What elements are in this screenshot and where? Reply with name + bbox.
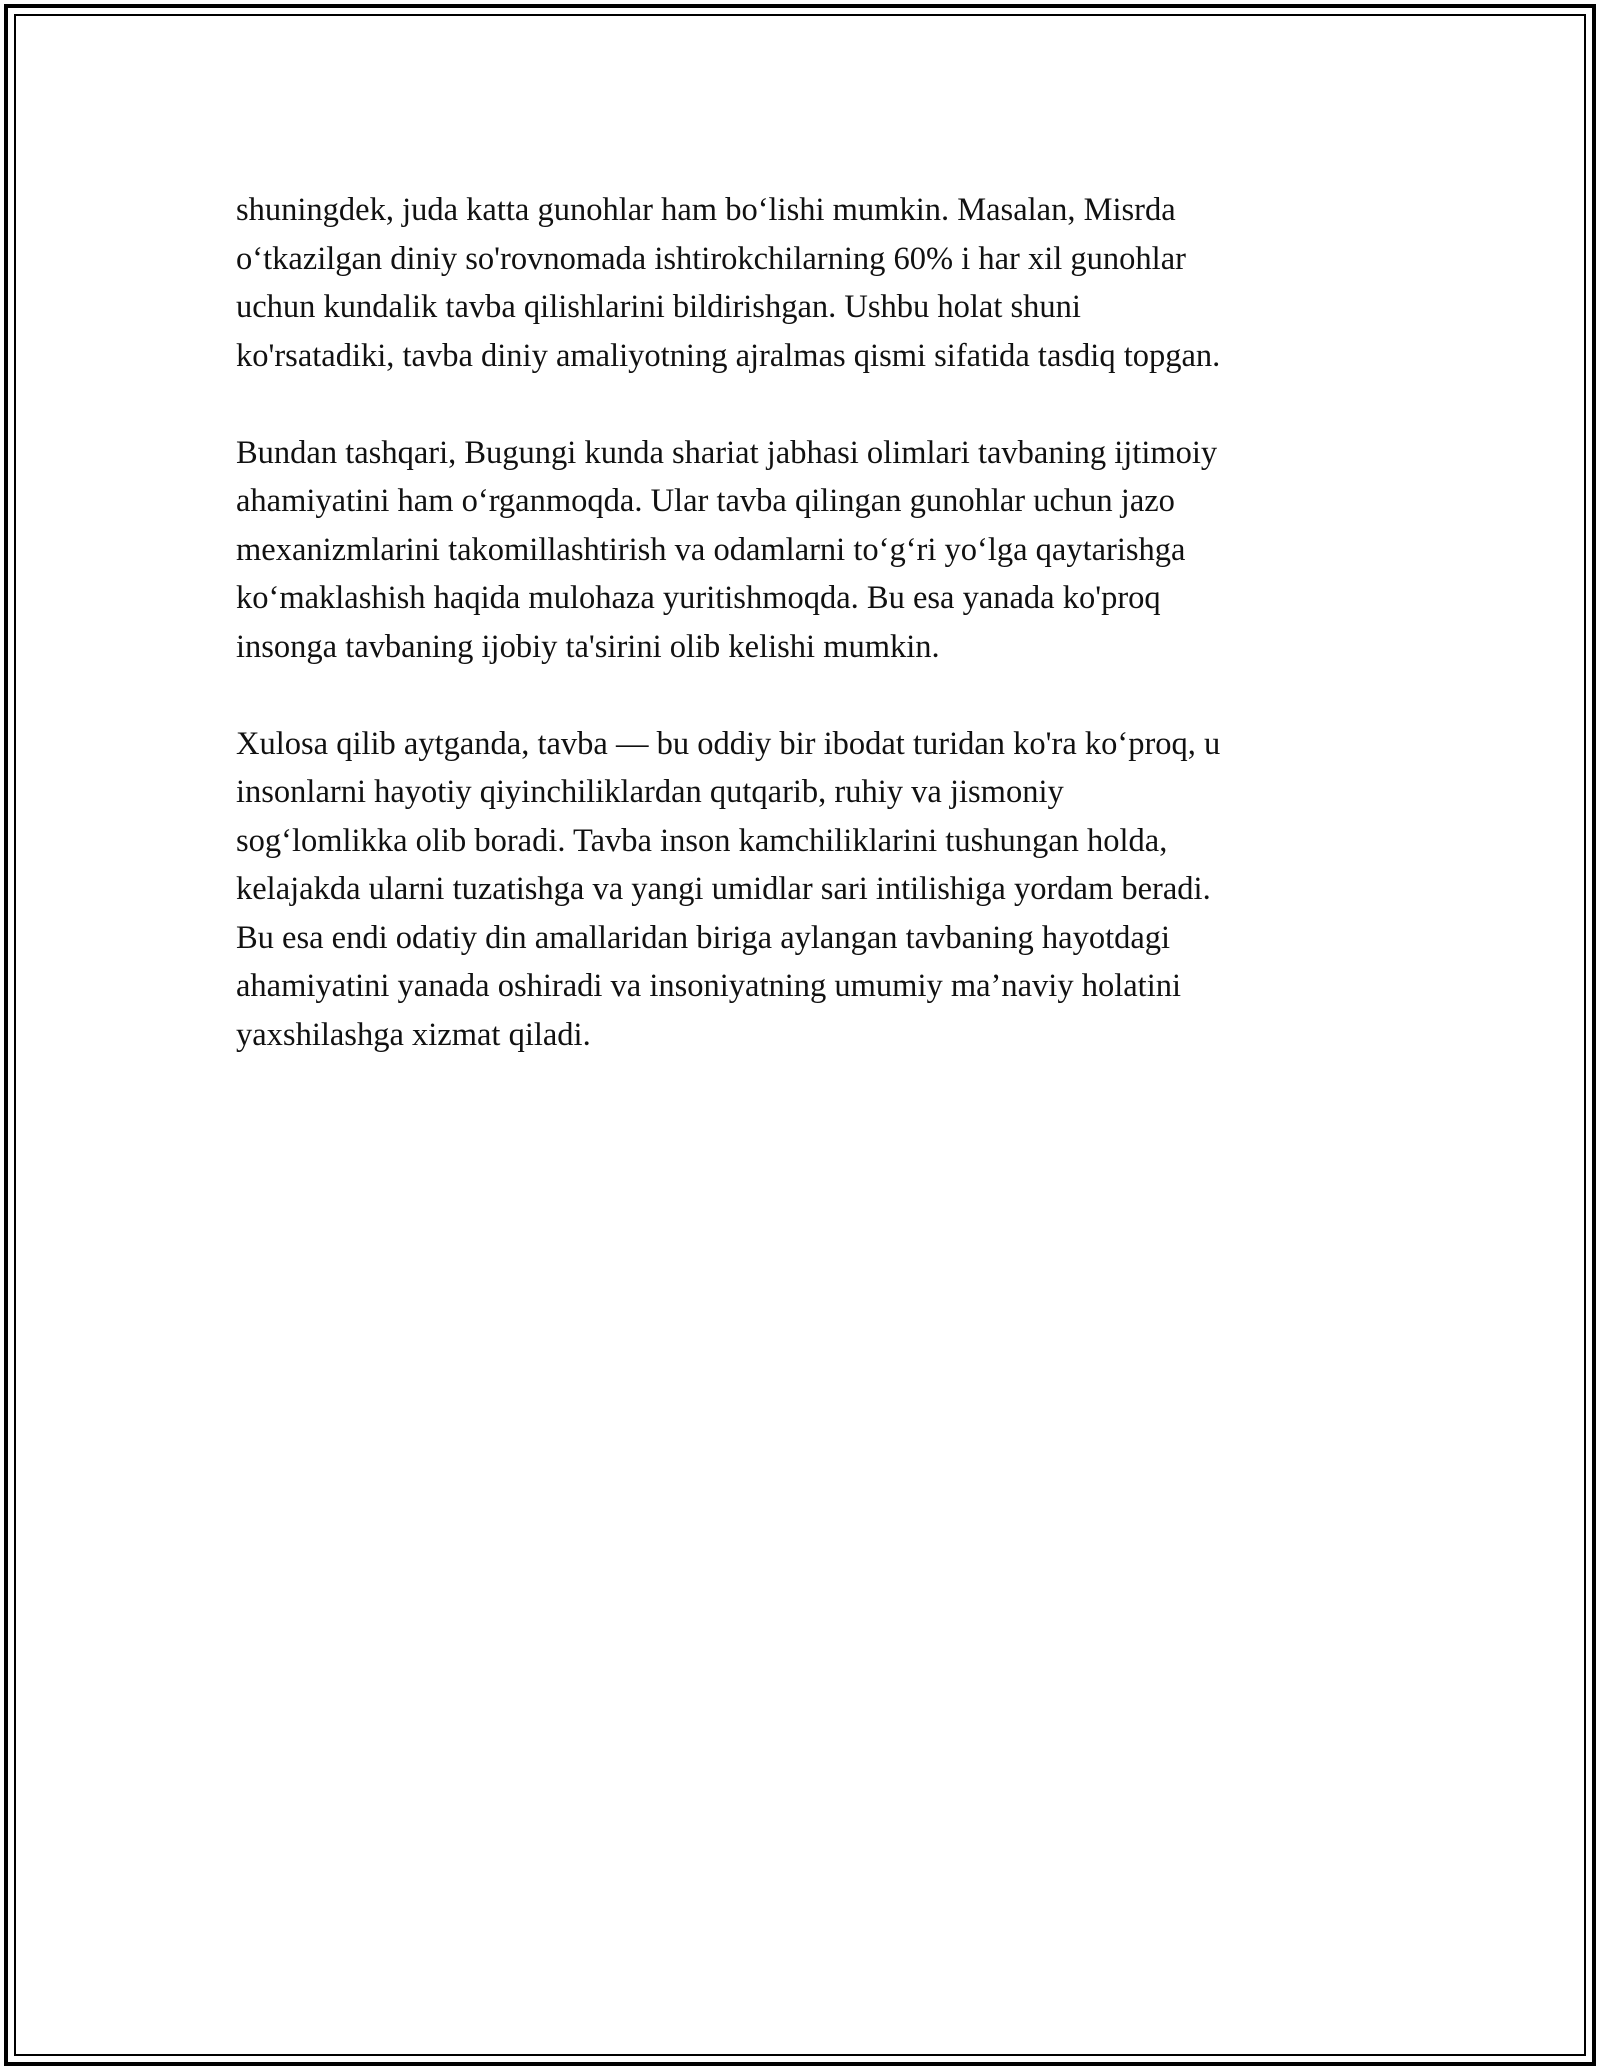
paragraph-2: Bundan tashqari, Bugungi kunda shariat jabhasi olimlari tavbaning ijtimoiy ahamiyatini ham o‘rganmoqda. Ular tavba qilingan gunohlar uchun jazo mexanizmlarini takomillashtirish va odamlarni to‘g‘ri yo‘lga qaytarishga ko‘maklashish haqida mulohaza yuritishmoqda. Bu esa yanada ko'proq insonga tavbaning ijobiy ta'sirini olib kelishi mumkin. [236, 434, 1218, 665]
document-body [236, 186, 1366, 1108]
paragraph-3: Xulosa qilib aytganda, tavba — bu oddiy bir ibodat turidan ko'ra ko‘proq, u insonlarni hayotiy qiyinchiliklardan qutqarib, ruhiy va jismoniy sog‘lomlikka olib boradi. Tavba inson kamchiliklarini tushungan holda, kelajakda ularni tuzatishga va yangi umidlar sari intilishiga yordam beradi. Bu esa endi odatiy din amallaridan biriga aylangan tavbaning hayotdagi ahamiyatini yanada oshiradi va insoniyatning umumiy ma’naviy holatini yaxshilashga xizmat qiladi. [236, 725, 1221, 1053]
paragraph-1: shuningdek, juda katta gunohlar ham bo‘lishi mumkin. Masalan, Misrda o‘tkazilgan diniy so'rovnomada ishtirokchilarning 60% i har xil gunohlar uchun kundalik tavba qilishlarini bildirishgan. Ushbu holat shuni ko'rsatadiki, tavba diniy amaliyotning ajralmas qismi sifatida tasdiq topgan. [236, 192, 1221, 374]
